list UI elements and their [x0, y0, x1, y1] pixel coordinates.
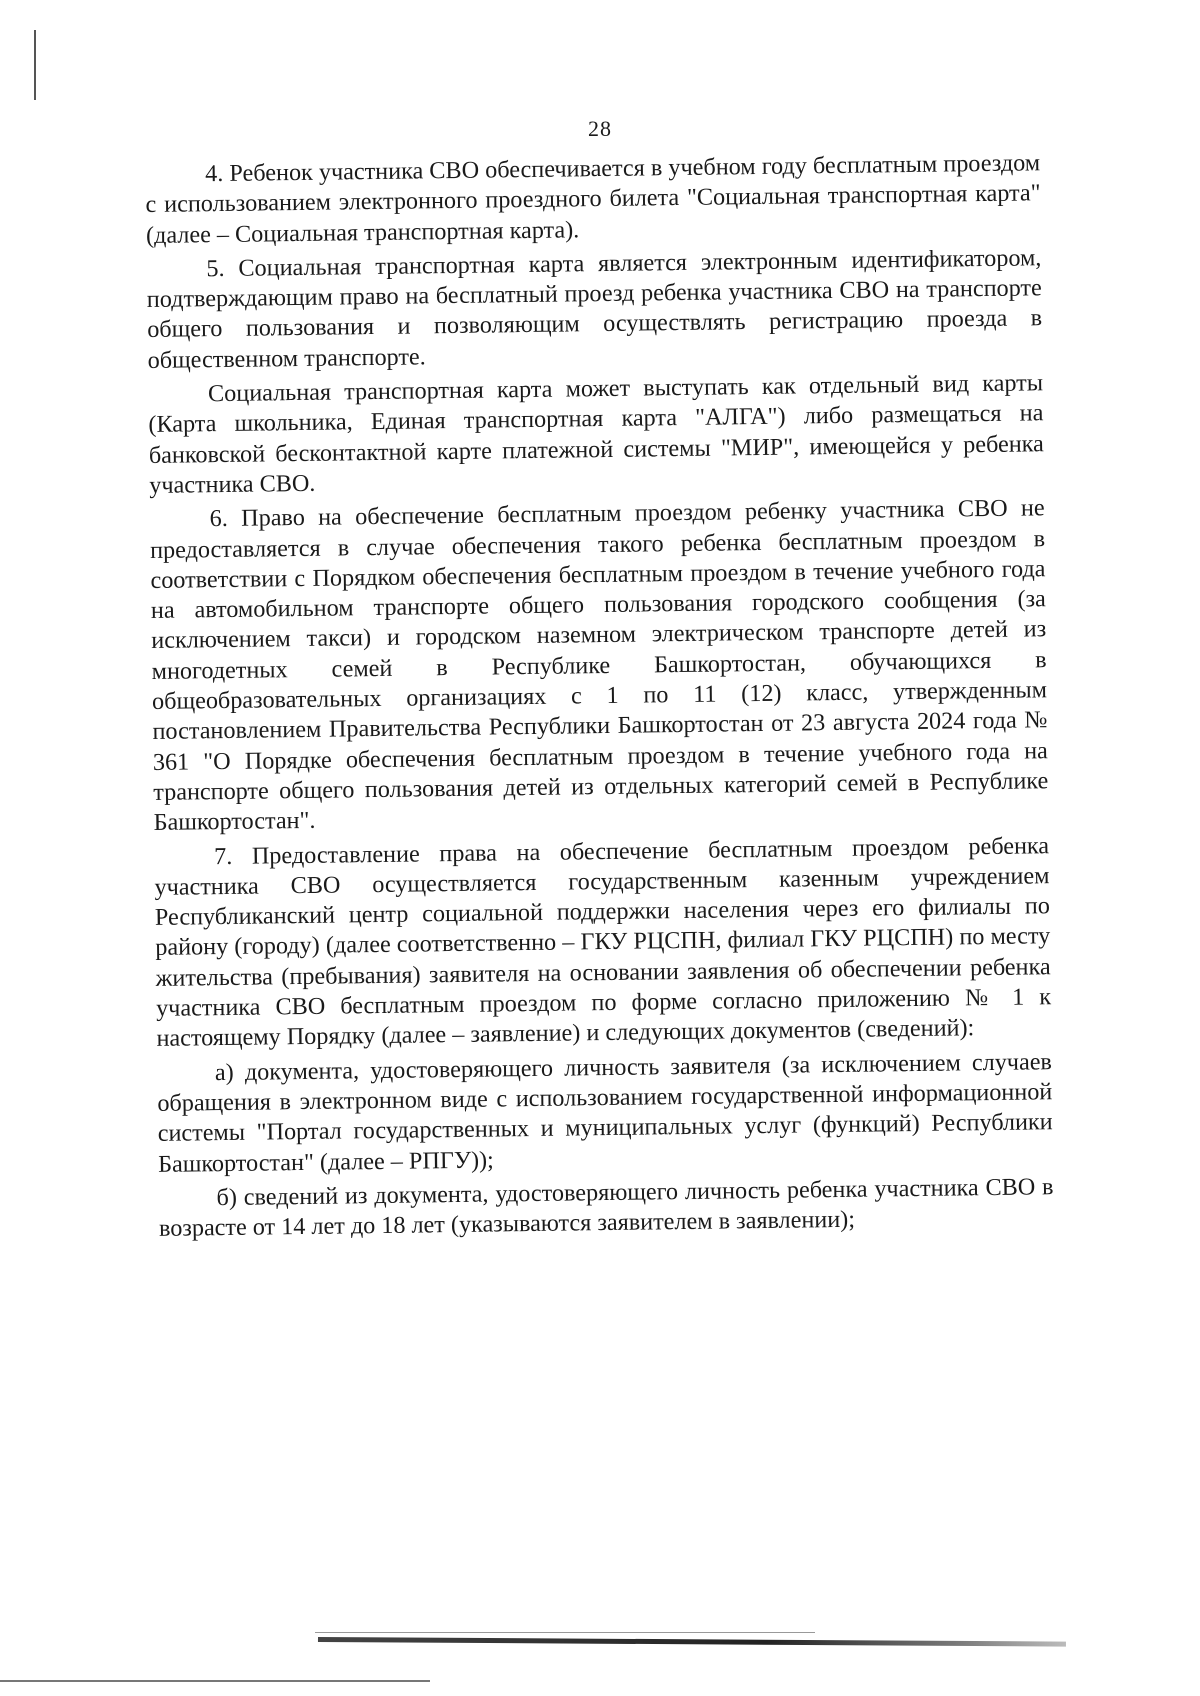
scan-artifact-bottom-line [318, 1637, 1066, 1647]
paragraph-7-item-a: а) документа, удостоверяющего личность заявителя (за исключением случаев обращения в электронном виде с использованием государственной информационной системы "Портал государственных и муниципальных услуг (функций) Республики Башкортостан" (далее – РПГУ)); [157, 1047, 1053, 1178]
page-number: 28 [588, 116, 612, 141]
paragraph-6: 6. Право на обеспечение бесплатным проездом ребенку участника СВО не предоставляется в случае обеспечения такого ребенка бесплатным проездом в соответствии с Порядком обеспечения бесплатным проездом в течение учебного года на автомобильном транспорте общего пользования городского сообщения (за исключением такси) и городском наземном электрическом транспорте детей из многодетных семей в Республике Башкортостан, обучающихся в общеобразовательных организациях с 1 по 11 (12) класс, утвержденным постановлением Правительства Республики Башкортостан от 23 августа 2024 года № 361 "О Порядке обеспечения бесплатным проездом в течение учебного года на транспорте общего пользования детей из отдельных категорий семей в Республике Башкортостан". [149, 494, 1049, 837]
paragraph-7: 7. Предоставление права на обеспечение бесплатным проездом ребенка участника СВО осуществляется государственным казенным учреждением Республиканский центр социальной поддержки населения через его филиалы по району (городу) (далее соответственно – ГКУ РЦСПН, филиал ГКУ РЦСПН) по месту жительства (пребывания) заявителя на основании заявления об обеспечении ребенка участника СВО бесплатным проездом по форме согласно приложению № 1 к настоящему Порядку (далее – заявление) и следующих документов (сведений): [154, 831, 1052, 1053]
scan-artifact-page-edge [0, 1680, 430, 1682]
paragraph-4: 4. Ребенок участника СВО обеспечивается в учебном году бесплатным проездом с использованием электронного проездного билета "Социальная транспортная карта" (далее – Социальная транспортная карта). [145, 149, 1041, 249]
paragraph-5: 5. Социальная транспортная карта является электронным идентификатором, подтверждающим право на бесплатный проезд ребенка участника СВО на транспорте общего пользования и позволяющим осуществлять регистрацию проезда в общественном транспорте. [146, 244, 1043, 374]
paragraph-7-item-b: б) сведений из документа, удостоверяющего личность ребенка участника СВО в возрасте от 14 лет до 18 лет (указываются заявителем в заявлении); [158, 1172, 1054, 1243]
paragraph-5-continuation: Социальная транспортная карта может выступать как отдельный вид карты (Карта школьника, Единая транспортная карта "АЛГА") либо размещаться на банковской бесконтактной карте платежной системы "МИР", имеющейся у ребенка участника СВО. [148, 369, 1044, 499]
document-body [145, 148, 1054, 1248]
scan-artifact-thin-line [315, 1632, 815, 1633]
scan-artifact-line [34, 30, 36, 100]
